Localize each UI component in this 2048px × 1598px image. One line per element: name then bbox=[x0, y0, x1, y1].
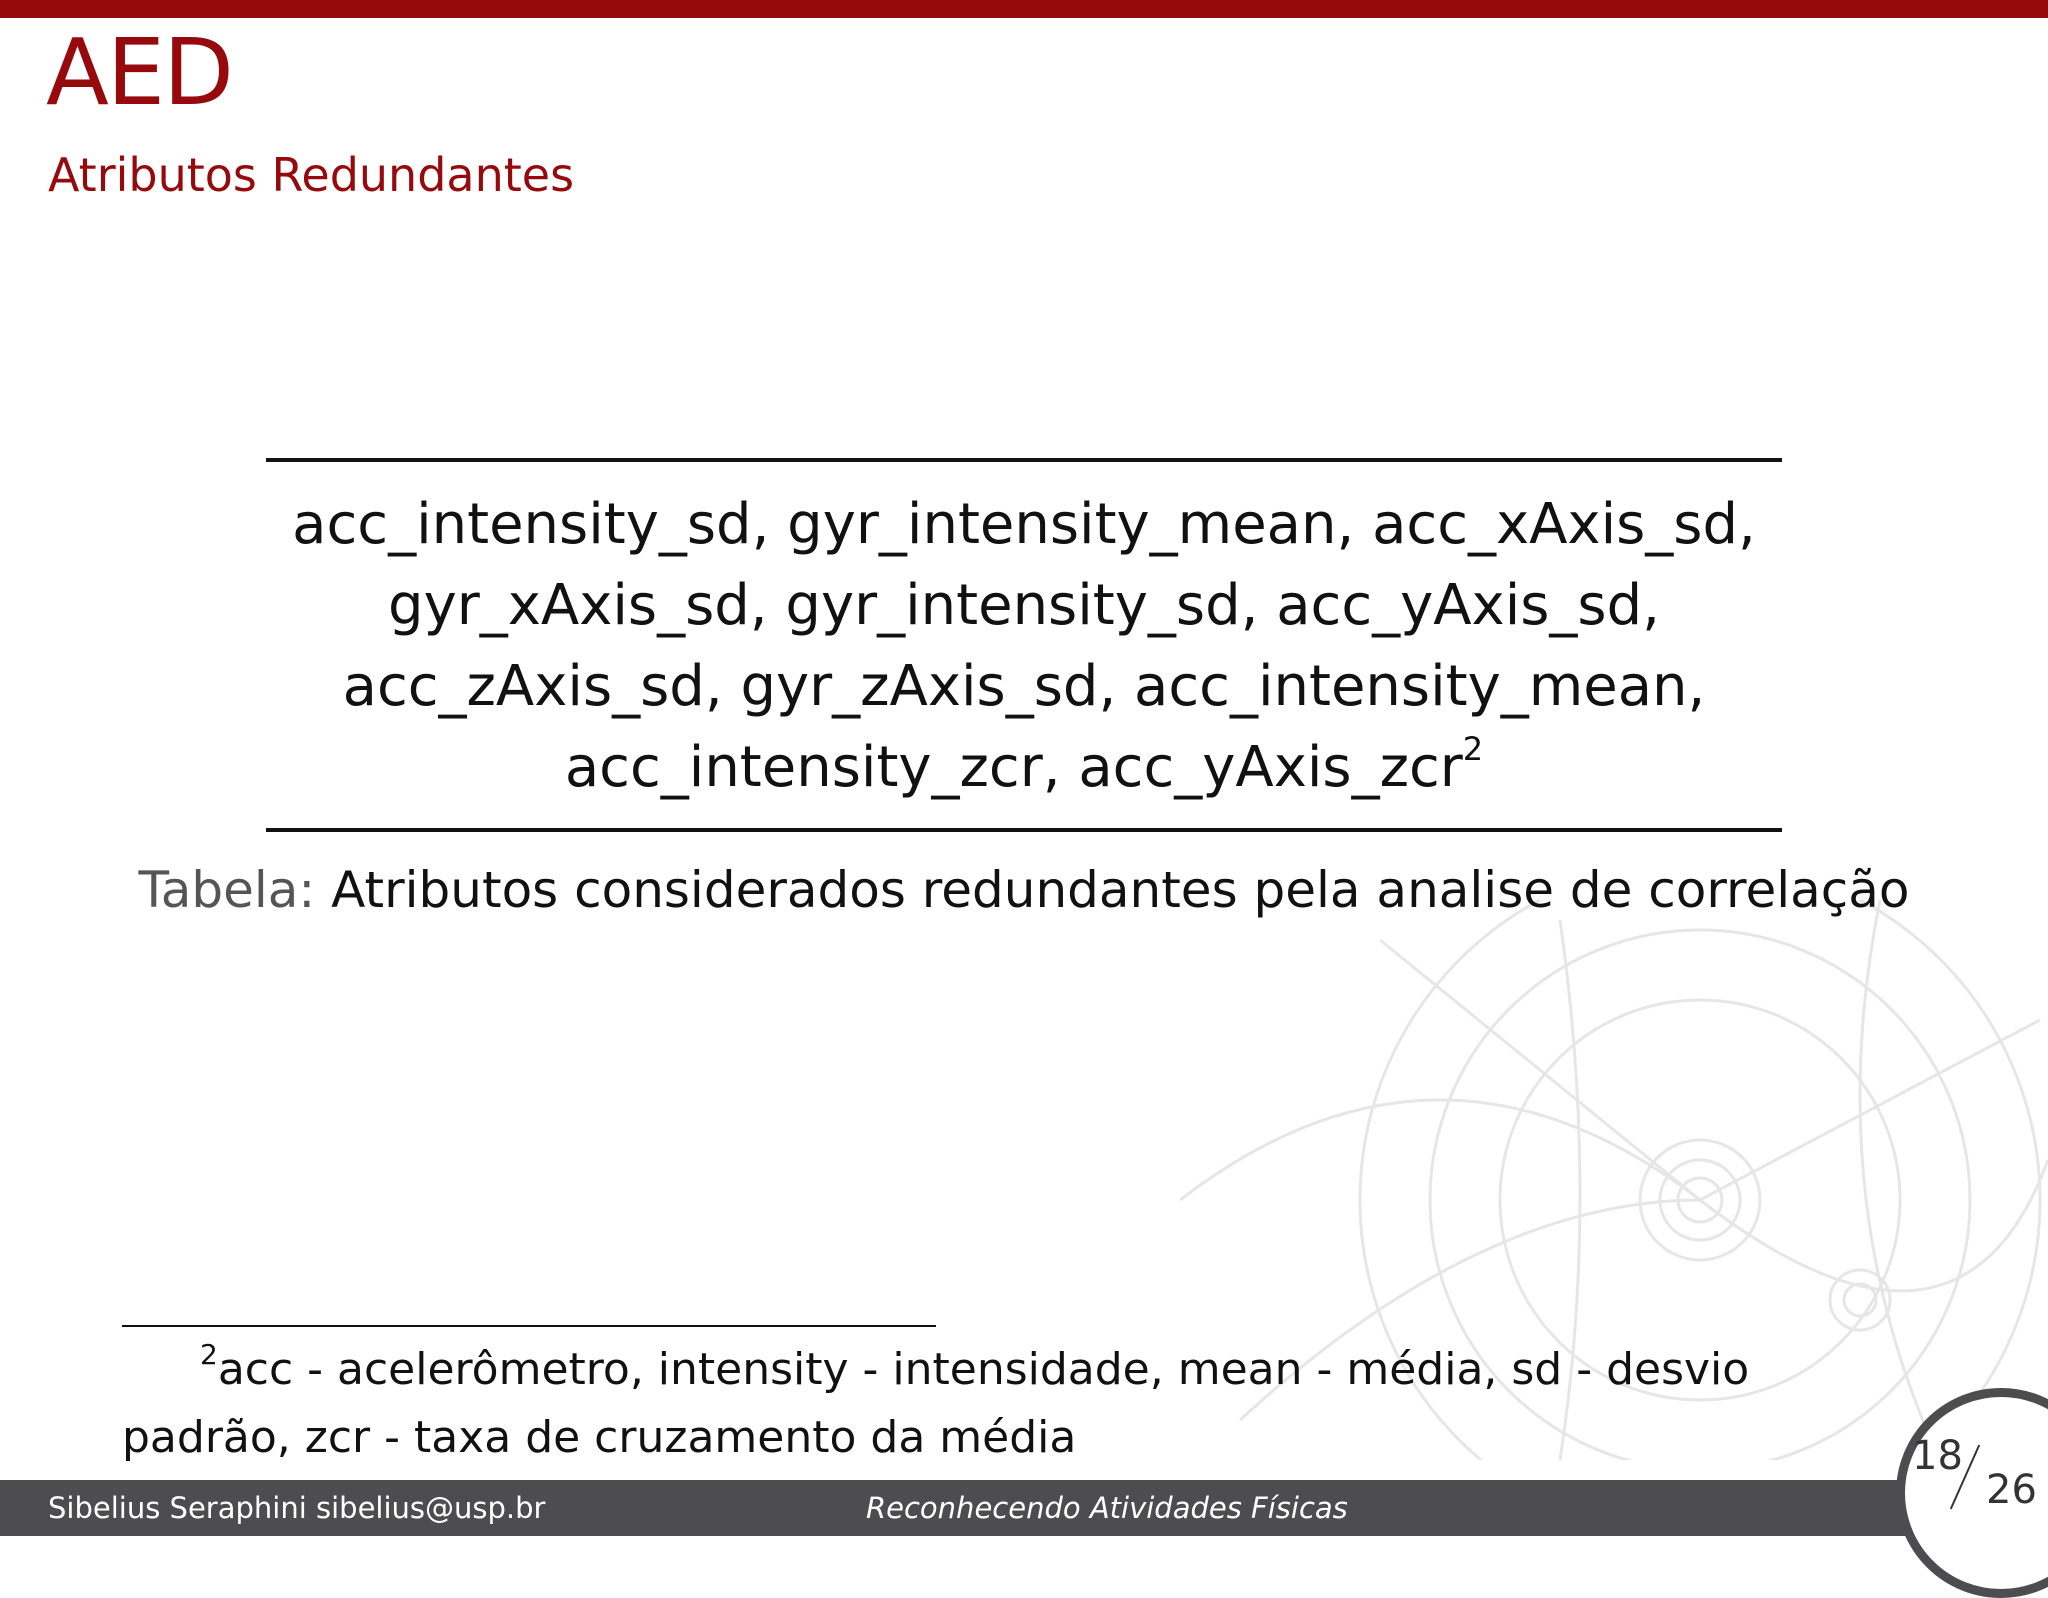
footnote-text: acc - acelerômetro, intensity - intensidade, mean - média, sd - desvio padrão, zcr - taxa de cruzamento da média bbox=[122, 1344, 1750, 1463]
table-line-4 bbox=[266, 727, 1782, 808]
footnote-rule bbox=[122, 1325, 936, 1327]
table-line-2: gyr_xAxis_sd, gyr_intensity_sd, acc_yAxis_sd, bbox=[388, 573, 1660, 638]
footnote-reference[interactable]: 2 bbox=[1462, 730, 1484, 768]
footer-talk-title: Reconhecendo Atividades Físicas bbox=[866, 1491, 1348, 1525]
table-caption bbox=[0, 860, 2048, 920]
top-accent-bar bbox=[0, 0, 2048, 18]
caption-text: Atributos considerados redundantes pela analise de correlação bbox=[331, 861, 1910, 919]
table-body bbox=[266, 462, 1782, 828]
frame-title: AED bbox=[46, 19, 232, 126]
table-line-1: acc_intensity_sd, gyr_intensity_mean, acc_xAxis_sd, bbox=[292, 492, 1756, 557]
footer-bar bbox=[0, 1480, 2048, 1536]
frame-subtitle: Atributos Redundantes bbox=[48, 148, 575, 202]
caption-label: Tabela: bbox=[138, 861, 316, 919]
footnote-indent bbox=[122, 1338, 1750, 1463]
footnote bbox=[122, 1336, 1842, 1472]
footer-email[interactable]: sibelius@usp.br bbox=[316, 1491, 546, 1525]
table-line-3: acc_zAxis_sd, gyr_zAxis_sd, acc_intensity_mean, bbox=[342, 654, 1706, 719]
table-bottom-rule bbox=[266, 828, 1782, 832]
redundant-attributes-table bbox=[266, 458, 1782, 832]
page-current: 18 bbox=[1912, 1433, 1963, 1479]
page-total: 26 bbox=[1986, 1467, 2037, 1513]
footer-author: Sibelius Seraphini bbox=[48, 1491, 307, 1525]
table-line-4-text: acc_intensity_zcr, acc_yAxis_zcr bbox=[564, 735, 1463, 800]
footnote-mark: 2 bbox=[200, 1338, 218, 1371]
